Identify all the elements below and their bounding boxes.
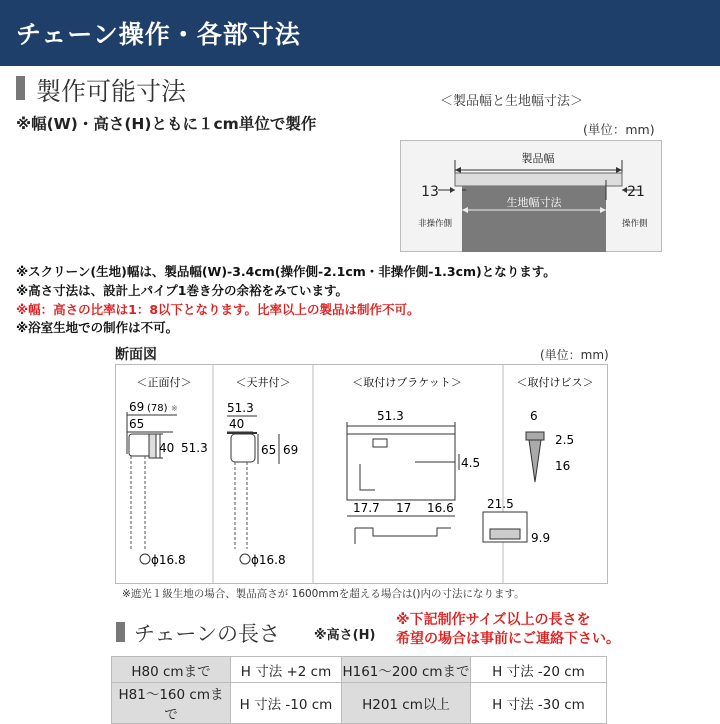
bracket-label: ＜取付けブラケット＞ bbox=[352, 376, 462, 389]
fabric-width-label: 生地幅寸法 bbox=[506, 196, 562, 209]
front-mount-label: ＜正面付＞ bbox=[136, 376, 192, 389]
ceiling-dim-dia: ϕ16.8 bbox=[251, 553, 286, 567]
product-width-label: 製品幅 bbox=[521, 152, 555, 165]
left-dim-13: 13 bbox=[421, 184, 439, 200]
op-side-label: 操作側 bbox=[622, 219, 648, 229]
chain-red-note-1: ※下記制作サイズ以上の長さを bbox=[396, 612, 591, 628]
table-cell: H201 cm以上 bbox=[342, 683, 471, 724]
screw-label: ＜取付けビス＞ bbox=[516, 376, 594, 389]
cross-section-unit: (単位：mm) bbox=[540, 348, 609, 362]
front-dim-dia: ϕ16.8 bbox=[151, 553, 186, 567]
section-title-sizes: 製作可能寸法 bbox=[36, 77, 187, 106]
screw-dim-16: 16 bbox=[555, 459, 571, 473]
right-dim-21: 21 bbox=[627, 184, 645, 200]
front-dim-78: (78) bbox=[147, 403, 168, 414]
width-diagram bbox=[400, 140, 662, 252]
front-dim-mark: ※ bbox=[171, 404, 178, 413]
width-diagram-unit: (単位：mm) bbox=[583, 122, 655, 137]
table-row bbox=[112, 657, 607, 683]
page-header bbox=[0, 0, 720, 66]
section-subtitle-sizes: ※幅(W)・高さ(H)ともに１cm単位で製作 bbox=[16, 115, 317, 133]
front-dim-513: 51.3 bbox=[181, 441, 208, 455]
table-cell: H 寸法 -20 cm bbox=[471, 657, 607, 683]
note-4: ※浴室生地での制作は不可。 bbox=[16, 320, 179, 335]
front-dim-69: 69 bbox=[129, 400, 145, 414]
section-marker bbox=[16, 76, 25, 100]
ceiling-dim-65: 65 bbox=[261, 443, 277, 457]
bracket-dim-17: 17 bbox=[396, 501, 412, 515]
bracket-dim-99: 9.9 bbox=[531, 531, 551, 545]
table-cell: H 寸法 -10 cm bbox=[231, 683, 342, 724]
bracket-dim-177: 17.7 bbox=[353, 501, 380, 515]
table-cell: H 寸法 -30 cm bbox=[471, 683, 607, 724]
non-op-side-label: 非操作側 bbox=[418, 219, 453, 229]
chain-red-note-2: 希望の場合は事前にご連絡下さい。 bbox=[396, 631, 620, 647]
width-diagram-title: ＜製品幅と生地幅寸法＞ bbox=[440, 94, 584, 109]
screw-dim-25: 2.5 bbox=[555, 433, 575, 447]
screw-dim-6: 6 bbox=[530, 409, 538, 423]
table-row bbox=[112, 683, 607, 724]
ceiling-dim-69: 69 bbox=[283, 443, 299, 457]
ceiling-mount-label: ＜天井付＞ bbox=[235, 376, 291, 389]
bracket-dim-45: 4.5 bbox=[461, 456, 481, 470]
chain-section-marker bbox=[116, 622, 125, 642]
ceiling-dim-40: 40 bbox=[229, 417, 245, 431]
bracket-dim-215: 21.5 bbox=[487, 497, 514, 511]
chain-length-table bbox=[111, 656, 607, 724]
note-2: ※高さ寸法は、設計上パイプ1巻き分の余裕をみています。 bbox=[16, 283, 348, 298]
cross-section-title: 断面図 bbox=[115, 347, 157, 363]
note-3-warning: ※幅：高さの比率は1：8以下となります。比率以上の製品は制作不可。 bbox=[16, 302, 420, 317]
note-1: ※スクリーン(生地)幅は、製品幅(W)-3.4cm(操作側-2.1cm・非操作側-1.3cm)となります。 bbox=[16, 264, 556, 279]
front-dim-65: 65 bbox=[129, 417, 145, 431]
table-cell: H 寸法 +2 cm bbox=[231, 657, 342, 683]
chain-section-title: チェーンの長さ bbox=[134, 622, 280, 646]
cross-section-footnote: ※遮光１級生地の場合、製品高さが 1600mmを超える場合は()内の寸法になります。 bbox=[122, 588, 525, 600]
table-cell: H81～160 cmまで bbox=[112, 683, 231, 724]
page-title: チェーン操作・各部寸法 bbox=[16, 20, 301, 49]
front-dim-40: 40 bbox=[159, 441, 175, 455]
chain-section-subtitle: ※高さ(H) bbox=[314, 628, 376, 643]
bracket-dim-513: 51.3 bbox=[377, 409, 404, 423]
table-cell: H161～200 cmまで bbox=[342, 657, 471, 683]
bracket-dim-166: 16.6 bbox=[427, 501, 454, 515]
cross-section-diagram bbox=[115, 364, 608, 584]
table-cell: H80 cmまで bbox=[112, 657, 231, 683]
ceiling-dim-513: 51.3 bbox=[227, 401, 254, 415]
